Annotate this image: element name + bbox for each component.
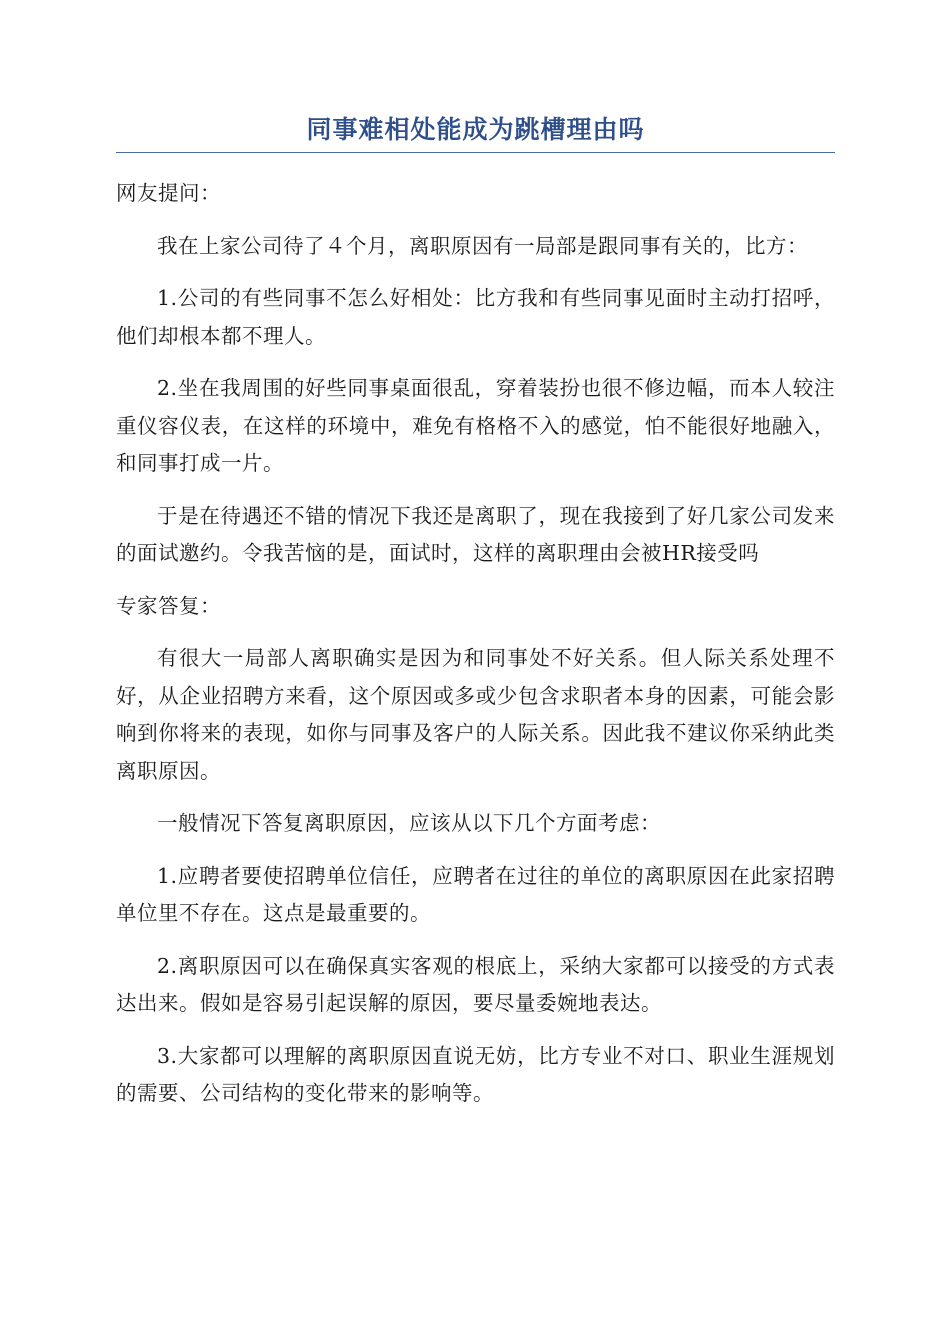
- answer-paragraph-1: 有很大一局部人离职确实是因为和同事处不好关系。但人际关系处理不好，从企业招聘方来看，这个原因或多或少包含求职者本身的因素，可能会影响到你将来的表现，如你与同事及客户的人际关系。因此我不建议你采纳此类离职原因。: [116, 646, 835, 783]
- question-paragraph-2: 1.公司的有些同事不怎么好相处：比方我和有些同事见面时主动打招呼，他们却根本都不理人。: [116, 286, 835, 348]
- answer-paragraph-4: 2.离职原因可以在确保真实客观的根底上，采纳大家都可以接受的方式表达出来。假如是容易引起误解的原因，要尽量委婉地表达。: [116, 953, 835, 1015]
- question-paragraph-1: 我在上家公司待了４个月，离职原因有一局部是跟同事有关的，比方：: [157, 233, 808, 258]
- document-title: 同事难相处能成为跳槽理由吗: [306, 115, 645, 144]
- answer-paragraph-3: 1.应聘者要使招聘单位信任，应聘者在过往的单位的离职原因在此家招聘单位里不存在。这点是最重要的。: [116, 863, 835, 925]
- answer-paragraph-5: 3.大家都可以理解的离职原因直说无妨，比方专业不对口、职业生涯规划的需要、公司结构的变化带来的影响等。: [116, 1043, 835, 1105]
- question-label: 网友提问：: [116, 181, 221, 205]
- question-paragraph-3: 2.坐在我周围的好些同事桌面很乱，穿着装扮也很不修边幅，而本人较注重仪容仪表，在这样的环境中，难免有格格不入的感觉，怕不能很好地融入，和同事打成一片。: [116, 376, 835, 475]
- document-page: [116, 112, 835, 1128]
- answer-label: 专家答复：: [116, 593, 221, 618]
- title-underline: [116, 152, 835, 153]
- question-paragraph-4: 于是在待遇还不错的情况下我还是离职了，现在我接到了好几家公司发来的面试邀约。令我苦恼的是，面试时，这样的离职理由会被HR接受吗: [116, 503, 835, 565]
- answer-paragraph-2: 一般情况下答复离职原因，应该从以下几个方面考虑：: [157, 811, 661, 835]
